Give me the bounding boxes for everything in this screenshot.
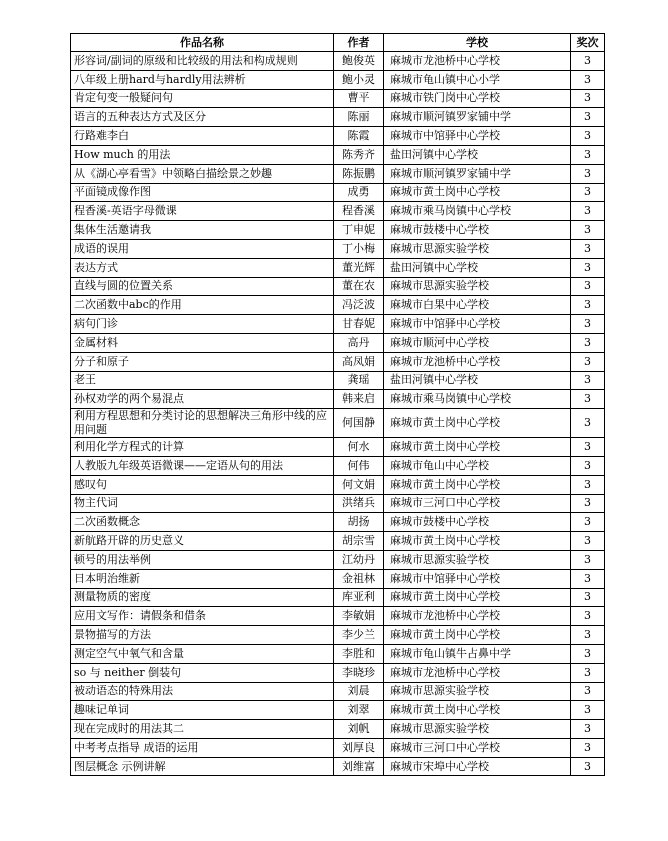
title-cell: 现在完成时的用法其二 — [71, 720, 334, 739]
school-cell: 盐田河镇中心学校 — [384, 145, 571, 164]
author-cell: 董光辉 — [334, 258, 384, 277]
school-cell: 麻城市思源实验学校 — [384, 550, 571, 569]
author-cell: 李少兰 — [334, 626, 384, 645]
title-cell: 肯定句变一般疑问句 — [71, 89, 334, 108]
table-row — [71, 550, 605, 569]
table-row — [71, 315, 605, 334]
school-cell: 麻城市鼓楼中心学校 — [384, 221, 571, 240]
school-cell: 麻城市黄土岗中心学校 — [384, 626, 571, 645]
table-row — [71, 409, 605, 438]
table-row — [71, 682, 605, 701]
rank-cell: 3 — [571, 127, 605, 146]
table-row — [71, 532, 605, 551]
rank-cell: 3 — [571, 644, 605, 663]
rank-cell: 3 — [571, 456, 605, 475]
author-cell: 洪绪兵 — [334, 494, 384, 513]
school-cell: 麻城市鼓楼中心学校 — [384, 513, 571, 532]
rank-cell: 3 — [571, 607, 605, 626]
title-cell: 孙权劝学的两个易混点 — [71, 390, 334, 409]
author-cell: 甘春妮 — [334, 315, 384, 334]
author-cell: 程香溪 — [334, 202, 384, 221]
school-cell: 麻城市黄土岗中心学校 — [384, 409, 571, 438]
author-cell: 金祖林 — [334, 569, 384, 588]
table-row — [71, 513, 605, 532]
author-cell: 李胜和 — [334, 644, 384, 663]
school-cell: 麻城市中馆驿中心学校 — [384, 127, 571, 146]
author-cell: 李敏娟 — [334, 607, 384, 626]
title-cell: 应用文写作：请假条和借条 — [71, 607, 334, 626]
header-title: 作品名称 — [71, 34, 334, 52]
rank-cell: 3 — [571, 532, 605, 551]
title-cell: 测定空气中氧气和含量 — [71, 644, 334, 663]
author-cell: 刘晨 — [334, 682, 384, 701]
school-cell: 盐田河镇中心学校 — [384, 258, 571, 277]
title-cell: How much 的用法 — [71, 145, 334, 164]
table-row — [71, 70, 605, 89]
header-school: 学校 — [384, 34, 571, 52]
rank-cell: 3 — [571, 371, 605, 390]
author-cell: 何国静 — [334, 409, 384, 438]
title-cell: 老王 — [71, 371, 334, 390]
rank-cell: 3 — [571, 277, 605, 296]
table-row — [71, 52, 605, 71]
award-table — [70, 33, 605, 776]
title-cell: 病句门诊 — [71, 315, 334, 334]
author-cell: 丁申妮 — [334, 221, 384, 240]
school-cell: 麻城市黄土岗中心学校 — [384, 183, 571, 202]
school-cell: 麻城市思源实验学校 — [384, 720, 571, 739]
table-row — [71, 390, 605, 409]
rank-cell: 3 — [571, 239, 605, 258]
author-cell: 冯泛波 — [334, 296, 384, 315]
school-cell: 麻城市思源实验学校 — [384, 682, 571, 701]
rank-cell: 3 — [571, 296, 605, 315]
table-body — [71, 52, 605, 776]
author-cell: 龚瑶 — [334, 371, 384, 390]
rank-cell: 3 — [571, 409, 605, 438]
table-row — [71, 456, 605, 475]
rank-cell: 3 — [571, 513, 605, 532]
table-row — [71, 644, 605, 663]
rank-cell: 3 — [571, 569, 605, 588]
school-cell: 麻城市三河口中心学校 — [384, 738, 571, 757]
table-row — [71, 202, 605, 221]
school-cell: 麻城市龙池桥中心学校 — [384, 52, 571, 71]
author-cell: 刘维富 — [334, 757, 384, 776]
table-row — [71, 164, 605, 183]
author-cell: 江幼丹 — [334, 550, 384, 569]
rank-cell: 3 — [571, 145, 605, 164]
table-row — [71, 701, 605, 720]
rank-cell: 3 — [571, 550, 605, 569]
header-author: 作者 — [334, 34, 384, 52]
author-cell: 李晓珍 — [334, 663, 384, 682]
school-cell: 麻城市龙池桥中心学校 — [384, 352, 571, 371]
school-cell: 麻城市龟山镇牛占鼻中学 — [384, 644, 571, 663]
title-cell: 利用方程思想和分类讨论的思想解决三角形中线的应用问题 — [71, 409, 334, 438]
table-row — [71, 239, 605, 258]
author-cell: 韩来启 — [334, 390, 384, 409]
table-row — [71, 626, 605, 645]
school-cell: 麻城市黄土岗中心学校 — [384, 475, 571, 494]
title-cell: 分子和原子 — [71, 352, 334, 371]
title-cell: 集体生活邀请我 — [71, 221, 334, 240]
school-cell: 麻城市三河口中心学校 — [384, 494, 571, 513]
table-row — [71, 738, 605, 757]
school-cell: 麻城市黄土岗中心学校 — [384, 532, 571, 551]
table-row — [71, 258, 605, 277]
school-cell: 麻城市中馆驿中心学校 — [384, 569, 571, 588]
rank-cell: 3 — [571, 315, 605, 334]
table-row — [71, 663, 605, 682]
title-cell: 八年级上册hard与hardly用法辨析 — [71, 70, 334, 89]
author-cell: 成勇 — [334, 183, 384, 202]
author-cell: 鲍小灵 — [334, 70, 384, 89]
rank-cell: 3 — [571, 89, 605, 108]
rank-cell: 3 — [571, 701, 605, 720]
school-cell: 麻城市白果中心学校 — [384, 296, 571, 315]
title-cell: 景物描写的方法 — [71, 626, 334, 645]
table-row — [71, 371, 605, 390]
table-row — [71, 127, 605, 146]
table-row — [71, 333, 605, 352]
author-cell: 高凤娟 — [334, 352, 384, 371]
title-cell: 表达方式 — [71, 258, 334, 277]
author-cell: 库亚利 — [334, 588, 384, 607]
table-row — [71, 277, 605, 296]
title-cell: 二次函数中abc的作用 — [71, 296, 334, 315]
title-cell: so 与 neither 倒装句 — [71, 663, 334, 682]
author-cell: 刘帆 — [334, 720, 384, 739]
title-cell: 从《湖心亭看雪》中领略白描绘景之妙趣 — [71, 164, 334, 183]
school-cell: 麻城市顺河镇罗家铺中学 — [384, 164, 571, 183]
author-cell: 胡宗雪 — [334, 532, 384, 551]
table-row — [71, 183, 605, 202]
school-cell: 麻城市黄土岗中心学校 — [384, 438, 571, 457]
header-row — [71, 34, 605, 52]
author-cell: 胡扬 — [334, 513, 384, 532]
school-cell: 麻城市龙池桥中心学校 — [384, 607, 571, 626]
rank-cell: 3 — [571, 183, 605, 202]
title-cell: 人教版九年级英语微课——定语从句的用法 — [71, 456, 334, 475]
rank-cell: 3 — [571, 438, 605, 457]
school-cell: 麻城市中馆驿中心学校 — [384, 315, 571, 334]
rank-cell: 3 — [571, 626, 605, 645]
table-row — [71, 438, 605, 457]
author-cell: 曹平 — [334, 89, 384, 108]
rank-cell: 3 — [571, 494, 605, 513]
author-cell: 何水 — [334, 438, 384, 457]
school-cell: 麻城市思源实验学校 — [384, 239, 571, 258]
rank-cell: 3 — [571, 720, 605, 739]
school-cell: 麻城市思源实验学校 — [384, 277, 571, 296]
title-cell: 图层概念 示例讲解 — [71, 757, 334, 776]
school-cell: 麻城市龟山镇中心小学 — [384, 70, 571, 89]
table-row — [71, 145, 605, 164]
author-cell: 何文娟 — [334, 475, 384, 494]
rank-cell: 3 — [571, 663, 605, 682]
title-cell: 趣味记单词 — [71, 701, 334, 720]
author-cell: 鲍俊英 — [334, 52, 384, 71]
rank-cell: 3 — [571, 738, 605, 757]
school-cell: 麻城市黄土岗中心学校 — [384, 701, 571, 720]
table-row — [71, 720, 605, 739]
rank-cell: 3 — [571, 333, 605, 352]
school-cell: 麻城市龟山中心学校 — [384, 456, 571, 475]
rank-cell: 3 — [571, 258, 605, 277]
rank-cell: 3 — [571, 352, 605, 371]
school-cell: 盐田河镇中心学校 — [384, 371, 571, 390]
table-row — [71, 494, 605, 513]
title-cell: 程香溪-英语字母微课 — [71, 202, 334, 221]
school-cell: 麻城市铁门岗中心学校 — [384, 89, 571, 108]
author-cell: 陈振鹏 — [334, 164, 384, 183]
author-cell: 高丹 — [334, 333, 384, 352]
title-cell: 感叹句 — [71, 475, 334, 494]
title-cell: 物主代词 — [71, 494, 334, 513]
title-cell: 中考考点指导 成语的运用 — [71, 738, 334, 757]
table-row — [71, 475, 605, 494]
rank-cell: 3 — [571, 70, 605, 89]
rank-cell: 3 — [571, 108, 605, 127]
school-cell: 麻城市龙池桥中心学校 — [384, 663, 571, 682]
title-cell: 利用化学方程式的计算 — [71, 438, 334, 457]
title-cell: 新航路开辟的历史意义 — [71, 532, 334, 551]
school-cell: 麻城市乘马岗镇中心学校 — [384, 202, 571, 221]
author-cell: 刘翠 — [334, 701, 384, 720]
author-cell: 陈秀齐 — [334, 145, 384, 164]
author-cell: 陈丽 — [334, 108, 384, 127]
author-cell: 何伟 — [334, 456, 384, 475]
rank-cell: 3 — [571, 52, 605, 71]
table-row — [71, 607, 605, 626]
title-cell: 形容词/副词的原级和比较级的用法和构成规则 — [71, 52, 334, 71]
rank-cell: 3 — [571, 757, 605, 776]
author-cell: 刘厚良 — [334, 738, 384, 757]
table-row — [71, 588, 605, 607]
table-row — [71, 221, 605, 240]
rank-cell: 3 — [571, 202, 605, 221]
school-cell: 麻城市顺河镇罗家铺中学 — [384, 108, 571, 127]
rank-cell: 3 — [571, 588, 605, 607]
title-cell: 二次函数概念 — [71, 513, 334, 532]
title-cell: 顿号的用法举例 — [71, 550, 334, 569]
table-row — [71, 89, 605, 108]
title-cell: 被动语态的特殊用法 — [71, 682, 334, 701]
table-row — [71, 569, 605, 588]
table-row — [71, 757, 605, 776]
author-cell: 丁小梅 — [334, 239, 384, 258]
rank-cell: 3 — [571, 221, 605, 240]
title-cell: 行路难李白 — [71, 127, 334, 146]
table-row — [71, 352, 605, 371]
rank-cell: 3 — [571, 390, 605, 409]
title-cell: 成语的误用 — [71, 239, 334, 258]
school-cell: 麻城市乘马岗镇中心学校 — [384, 390, 571, 409]
title-cell: 日本明治维新 — [71, 569, 334, 588]
school-cell: 麻城市宋埠中心学校 — [384, 757, 571, 776]
table-row — [71, 108, 605, 127]
rank-cell: 3 — [571, 164, 605, 183]
table-row — [71, 296, 605, 315]
title-cell: 金属材料 — [71, 333, 334, 352]
title-cell: 直线与圆的位置关系 — [71, 277, 334, 296]
title-cell: 测量物质的密度 — [71, 588, 334, 607]
rank-cell: 3 — [571, 682, 605, 701]
school-cell: 麻城市黄土岗中心学校 — [384, 588, 571, 607]
author-cell: 陈霞 — [334, 127, 384, 146]
school-cell: 麻城市顺河中心学校 — [384, 333, 571, 352]
author-cell: 董在农 — [334, 277, 384, 296]
header-rank: 奖次 — [571, 34, 605, 52]
title-cell: 平面镜成像作图 — [71, 183, 334, 202]
rank-cell: 3 — [571, 475, 605, 494]
title-cell: 语言的五种表达方式及区分 — [71, 108, 334, 127]
